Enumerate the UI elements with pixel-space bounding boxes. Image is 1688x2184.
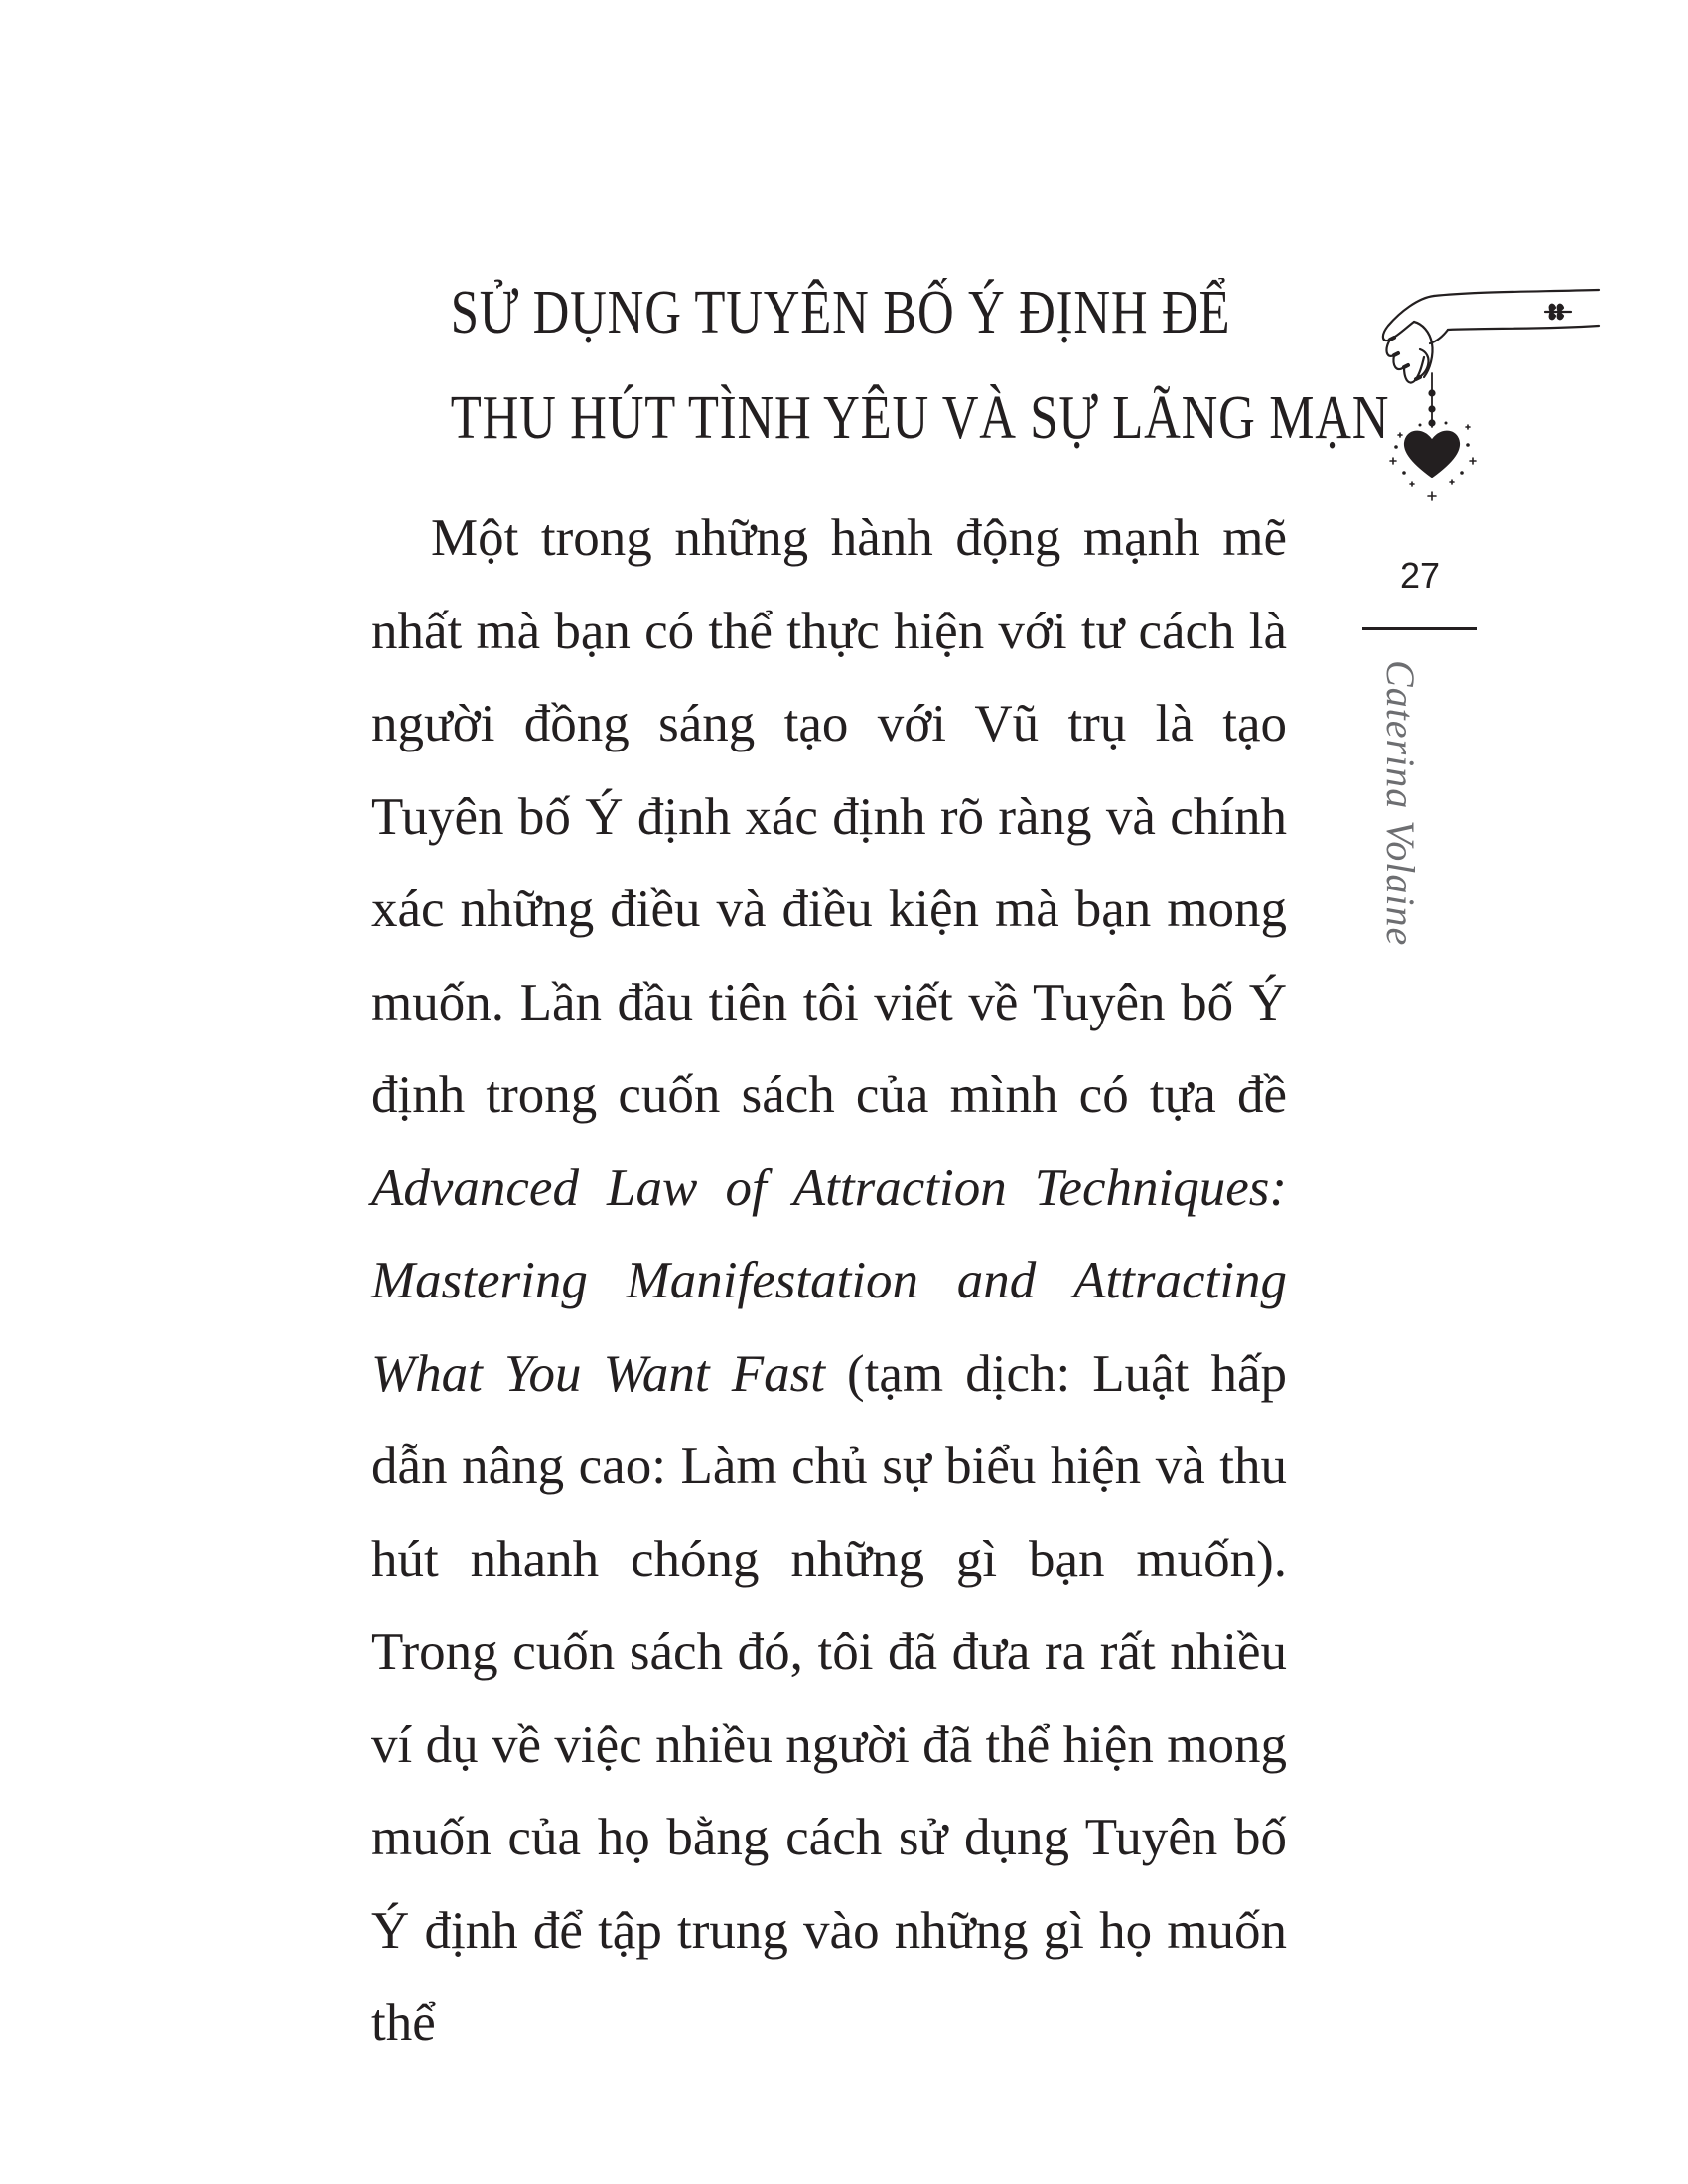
body-text-part-1: Một trong những hành động mạnh mẽ nhất mà bạn có thể thực hiện với tư cách là người đồng sáng tạo với Vũ trụ là tạo Tuyên bố Ý định xác định rõ ràng và chính xác những điều và điều kiện mà bạn mong muốn. Lần đầu tiên tôi viết về Tuyên bố Ý định trong cuốn sách của mình có tựa đề: [371, 509, 1287, 1124]
hand-holding-heart-pendant-icon: [1350, 278, 1628, 546]
body-paragraph: [371, 492, 1287, 2071]
body-text-part-2: (tạm dịch: Luật hấp dẫn nâng cao: Làm chủ sự biểu hiện và thu hút nhanh chóng những gì bạn muốn). Trong cuốn sách đó, tôi đã đưa ra rất nhiều ví dụ về việc nhiều người đã thể hiện mong muốn của họ bằng cách sử dụng Tuyên bố Ý định để tập trung vào những gì họ muốn thể: [371, 1344, 1287, 2052]
running-author-name: [1378, 660, 1450, 947]
book-title: Advanced Law of Attraction Techniques: Mastering Manifestation and Attracting What You Want Fast: [371, 1159, 1287, 1403]
chapter-heading-line-1: SỬ DỤNG TUYÊN BỐ Ý ĐỊNH ĐỂ: [450, 279, 1231, 346]
author-name: Caterina Volaine: [1378, 660, 1423, 947]
chapter-heading-line-2: THU HÚT TÌNH YÊU VÀ SỰ LÃNG MẠN: [450, 384, 1390, 452]
sidebar-divider: [1362, 627, 1477, 630]
chapter-heading: [450, 260, 1390, 471]
page-number: 27: [1399, 555, 1441, 596]
